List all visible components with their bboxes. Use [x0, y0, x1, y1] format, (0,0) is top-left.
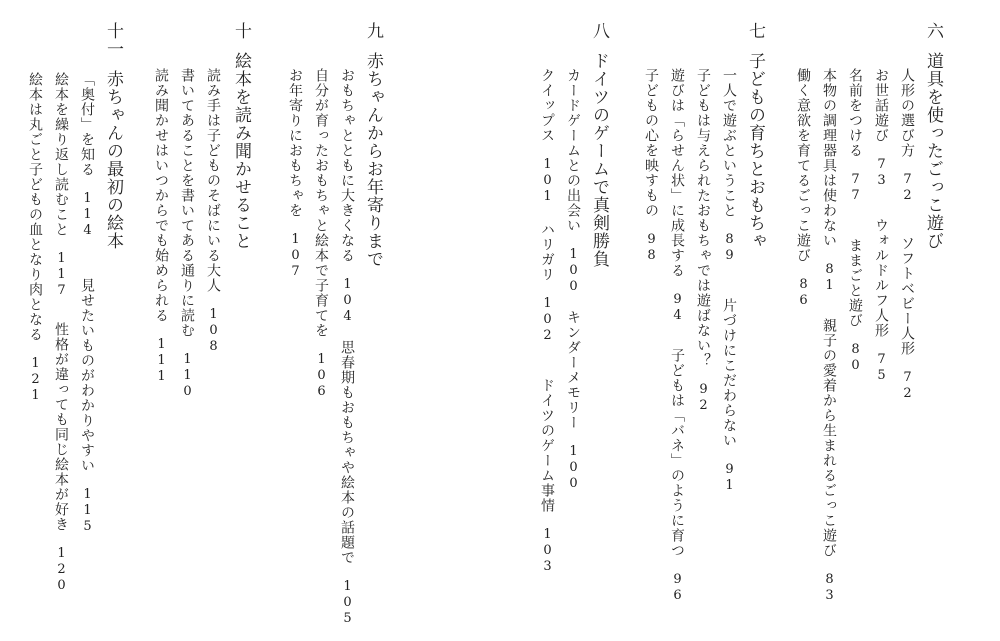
entry-text: 働く意欲を育てるごっこ遊び: [795, 68, 811, 263]
entry-page: 81: [822, 262, 837, 294]
entry-text: 遊びは「らせん状」に成長する: [669, 68, 685, 278]
entry-page: 101: [540, 157, 555, 205]
chapter-8-title: ドイツのゲームで真剣勝負: [589, 52, 609, 268]
toc-entry: [848, 238, 862, 374]
entry-page: 75: [874, 352, 889, 384]
chapter-7-title: 子どもの育ちとおもちゃ: [745, 52, 765, 250]
entry-page: 110: [180, 352, 195, 400]
toc-entry: [722, 298, 736, 494]
entry-page: 106: [314, 352, 329, 400]
chapter-6-number: 六: [923, 22, 943, 40]
entry-page: 83: [822, 572, 837, 604]
entry-page: 114: [80, 191, 95, 239]
toc-entry: [340, 68, 354, 325]
chapter-9-title: 赤ちゃんからお年寄りまで: [363, 52, 383, 268]
chapter-11-number: 十一: [103, 22, 123, 58]
entry-text: 子どもの心を映すもの: [643, 68, 659, 218]
entry-page: 107: [288, 232, 303, 280]
entry-text: カードゲームとの出会い: [565, 68, 581, 233]
entry-text: ハリガリ: [539, 222, 555, 282]
toc-entry: [54, 322, 68, 594]
entry-text: 片づけにこだわらない: [721, 298, 737, 448]
toc-entry: [80, 278, 94, 535]
entry-text: 見せたいものがわかりやすい: [79, 278, 95, 473]
toc-entry: [28, 72, 42, 404]
entry-page: 98: [644, 232, 659, 264]
toc-entry: [822, 318, 836, 604]
toc-entry: [314, 68, 328, 400]
toc-entry: [670, 348, 684, 604]
toc-entry: [540, 222, 554, 344]
entry-page: 117: [54, 251, 69, 299]
entry-page: 96: [670, 572, 685, 604]
toc-entry: [670, 68, 684, 324]
toc-entry: [206, 68, 220, 355]
chapter-7-number: 七: [745, 22, 765, 40]
entry-text: 親子の愛着から生まれるごっこ遊び: [821, 318, 837, 558]
toc-entry: [722, 68, 736, 264]
toc-entry: [180, 68, 194, 400]
toc-entry: [54, 72, 68, 299]
entry-text: ドイツのゲーム事情: [539, 378, 555, 513]
entry-page: 111: [154, 337, 169, 385]
toc-entry: [154, 68, 168, 385]
toc-entry: [900, 68, 914, 204]
toc-entry: [566, 68, 580, 295]
entry-text: 思春期もおもちゃや絵本の話題で: [339, 340, 355, 565]
entry-text: 名前をつける: [847, 68, 863, 158]
entry-text: 読み聞かせはいつからでも始められる: [153, 68, 169, 323]
entry-text: 「奥付」を知る: [79, 72, 95, 177]
entry-page: 104: [340, 277, 355, 325]
toc-entry: [900, 236, 914, 402]
entry-page: 72: [900, 370, 915, 402]
entry-page: 100: [566, 444, 581, 492]
entry-page: 105: [340, 579, 355, 627]
entry-page: 103: [540, 527, 555, 575]
chapter-11-title: 赤ちゃんの最初の絵本: [103, 70, 123, 250]
toc-entry: [822, 68, 836, 294]
chapter-10-title: 絵本を読み聞かせること: [231, 52, 251, 250]
entry-text: 子どもは与えられたおもちゃでは遊ばない？: [695, 68, 711, 368]
entry-text: 本物の調理器具は使わない: [821, 68, 837, 248]
toc-entry: [80, 72, 94, 239]
toc-entry: [848, 68, 862, 204]
entry-text: ままごと遊び: [847, 238, 863, 328]
entry-text: ソフトベビー人形: [899, 236, 915, 356]
entry-text: 人形の選び方: [899, 68, 915, 158]
toc-entry: [288, 68, 302, 280]
toc-entry: [796, 68, 810, 309]
entry-page: 100: [566, 247, 581, 295]
entry-text: キンダーメモリー: [565, 310, 581, 430]
toc-entry: [874, 218, 888, 384]
entry-page: 94: [670, 292, 685, 324]
entry-text: 子どもは「バネ」のように育つ: [669, 348, 685, 558]
entry-text: 絵本を繰り返し読むこと: [53, 72, 69, 237]
toc-entry: [696, 68, 710, 414]
entry-page: 121: [28, 356, 43, 404]
toc-entry: [540, 378, 554, 575]
entry-text: 絵本は丸ごと子どもの血となり肉となる: [27, 72, 43, 342]
toc-entry: [644, 68, 658, 264]
entry-page: 80: [848, 342, 863, 374]
entry-text: ウォルドルフ人形: [873, 218, 889, 338]
entry-text: 読み手は子どものそばにいる大人: [205, 68, 221, 293]
toc-entry: [540, 68, 554, 205]
entry-page: 92: [696, 382, 711, 414]
entry-text: 自分が育ったおもちゃと絵本で子育てを: [313, 68, 329, 338]
entry-text: おもちゃとともに大きくなる: [339, 68, 355, 263]
entry-text: 性格が違っても同じ絵本が好き: [53, 322, 69, 532]
toc-entry: [340, 340, 354, 627]
entry-text: 一人で遊ぶということ: [721, 68, 737, 218]
chapter-6-title: 道具を使ったごっこ遊び: [923, 52, 943, 250]
entry-page: 115: [80, 487, 95, 535]
entry-page: 120: [54, 546, 69, 594]
chapter-8-number: 八: [589, 22, 609, 40]
entry-text: お年寄りにおもちゃを: [287, 68, 303, 218]
entry-text: 書いてあることを書いてある通りに読む: [179, 68, 195, 338]
entry-page: 77: [848, 172, 863, 204]
entry-text: お世話遊び: [873, 68, 889, 143]
entry-page: 108: [206, 307, 221, 355]
entry-page: 73: [874, 157, 889, 189]
entry-text: クイップス: [539, 68, 555, 143]
chapter-9-number: 九: [363, 22, 383, 40]
entry-page: 86: [796, 277, 811, 309]
entry-page: 72: [900, 172, 915, 204]
toc-entry: [566, 310, 580, 492]
entry-page: 91: [722, 462, 737, 494]
chapter-10-number: 十: [231, 22, 251, 40]
entry-page: 102: [540, 296, 555, 344]
toc-entry: [874, 68, 888, 189]
entry-page: 89: [722, 232, 737, 264]
